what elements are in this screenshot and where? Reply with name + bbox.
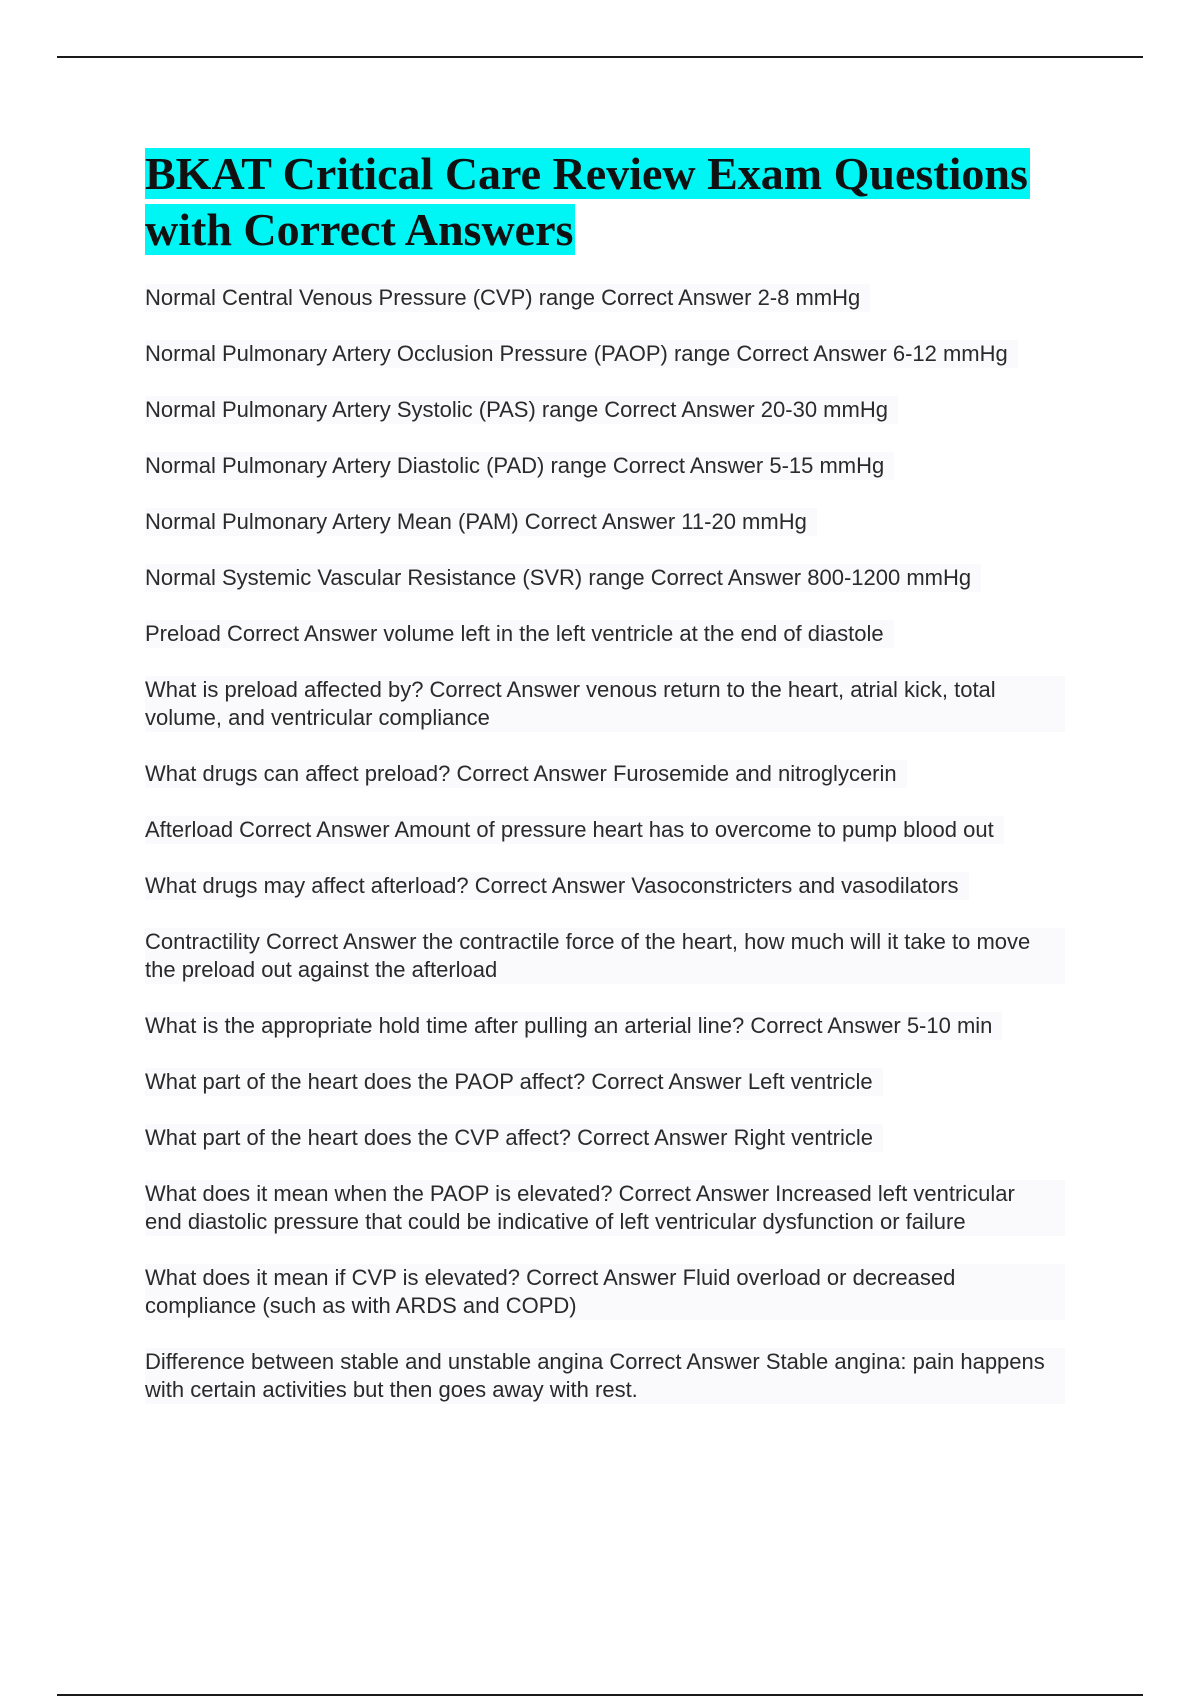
- qa-item-pad-range: Normal Pulmonary Artery Diastolic (PAD) range Correct Answer 5-15 mmHg: [145, 452, 894, 480]
- qa-item-preload: Preload Correct Answer volume left in the left ventricle at the end of diastole: [145, 620, 894, 648]
- document-body: [145, 146, 1065, 1432]
- qa-item-cvp-heart-part: What part of the heart does the CVP affect? Correct Answer Right ventricle: [145, 1124, 883, 1152]
- qa-item-arterial-line-hold: What is the appropriate hold time after pulling an arterial line? Correct Answer 5-10 min: [145, 1012, 1002, 1040]
- qa-item-angina: Difference between stable and unstable angina Correct Answer Stable angina: pain happens with certain activities but then goes away with rest.: [145, 1348, 1065, 1404]
- qa-item-cvp-elevated: What does it mean if CVP is elevated? Correct Answer Fluid overload or decreased compliance (such as with ARDS and COPD): [145, 1264, 1065, 1320]
- document-title-text: BKAT Critical Care Review Exam Questions with Correct Answers: [145, 148, 1028, 255]
- qa-list: [145, 284, 1065, 1404]
- qa-item-svr-range: Normal Systemic Vascular Resistance (SVR) range Correct Answer 800-1200 mmHg: [145, 564, 981, 592]
- qa-item-paop-heart-part: What part of the heart does the PAOP affect? Correct Answer Left ventricle: [145, 1068, 883, 1096]
- qa-item-preload-factors: What is preload affected by? Correct Answer venous return to the heart, atrial kick, total volume, and ventricular compliance: [145, 676, 1065, 732]
- qa-item-afterload-drugs: What drugs may affect afterload? Correct Answer Vasoconstricters and vasodilators: [145, 872, 969, 900]
- qa-item-cvp-range: Normal Central Venous Pressure (CVP) range Correct Answer 2-8 mmHg: [145, 284, 870, 312]
- header-rule: [57, 56, 1143, 58]
- qa-item-contractility: Contractility Correct Answer the contractile force of the heart, how much will it take to move the preload out against the afterload: [145, 928, 1065, 984]
- qa-item-preload-drugs: What drugs can affect preload? Correct Answer Furosemide and nitroglycerin: [145, 760, 907, 788]
- qa-item-pas-range: Normal Pulmonary Artery Systolic (PAS) range Correct Answer 20-30 mmHg: [145, 396, 898, 424]
- footer-rule: [57, 1694, 1143, 1696]
- qa-item-paop-elevated: What does it mean when the PAOP is elevated? Correct Answer Increased left ventricular end diastolic pressure that could be indicative of left ventricular dysfunction or failure: [145, 1180, 1065, 1236]
- qa-item-pam: Normal Pulmonary Artery Mean (PAM) Correct Answer 11-20 mmHg: [145, 508, 817, 536]
- qa-item-paop-range: Normal Pulmonary Artery Occlusion Pressure (PAOP) range Correct Answer 6-12 mmHg: [145, 340, 1018, 368]
- qa-item-afterload: Afterload Correct Answer Amount of pressure heart has to overcome to pump blood out: [145, 816, 1004, 844]
- document-title: [145, 146, 1065, 258]
